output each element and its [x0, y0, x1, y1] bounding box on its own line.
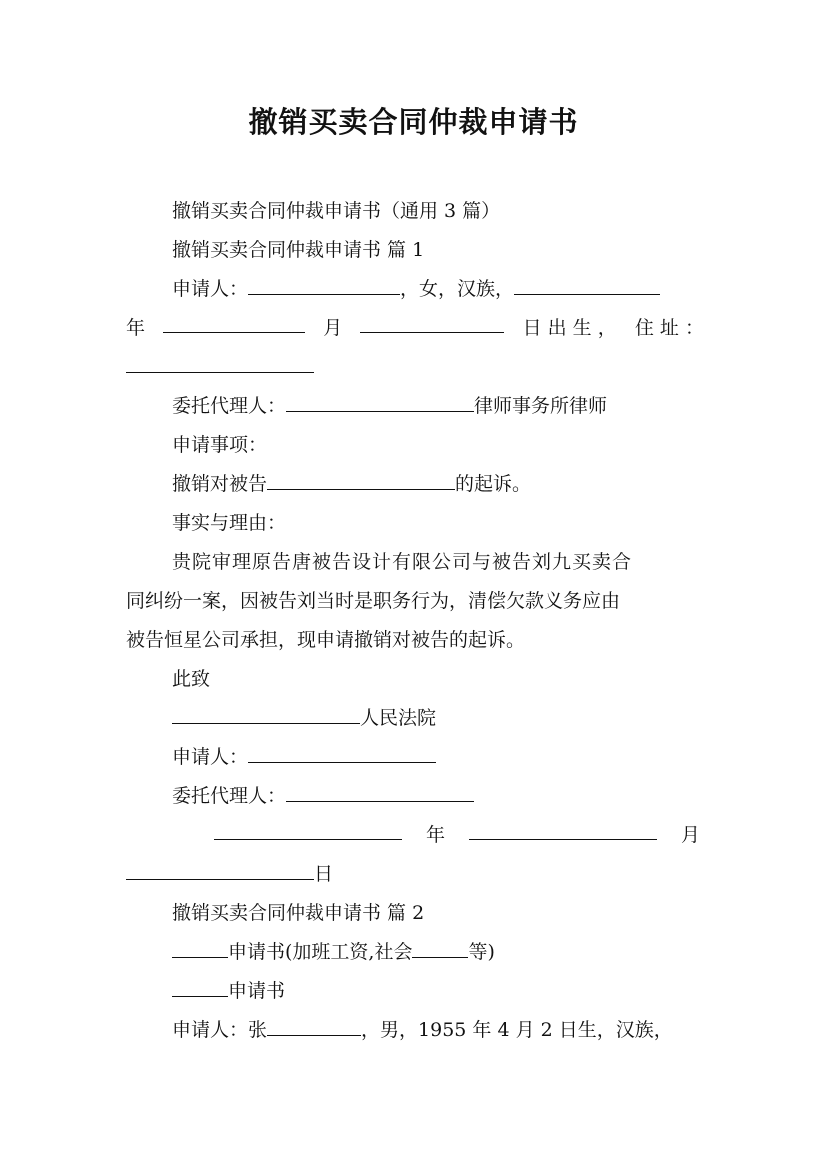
application-type-line	[172, 936, 495, 968]
applicant-details: ，男，1955 年 4 月 2 日生，汉族，	[361, 1019, 673, 1041]
blank-field	[469, 819, 657, 840]
agent-sign-label: 委托代理人：	[172, 785, 287, 807]
facts-heading: 事实与理由：	[172, 512, 287, 534]
applicant-detail-line	[172, 1014, 673, 1046]
date-month-label: 月	[680, 824, 700, 846]
body-line-2: 同纠纷一案，因被告刘当时是职务行为，清偿欠款义务应由	[126, 590, 621, 612]
blank-field	[214, 819, 402, 840]
section-heading-1: 撤销买卖合同仲裁申请书 篇 1	[172, 239, 425, 261]
withdraw-line	[172, 468, 531, 500]
blank-field	[360, 312, 504, 333]
month-label: 月	[323, 317, 343, 339]
agent-signature-line	[172, 780, 474, 812]
application-type-text: 申请书(加班工资,社会	[228, 941, 413, 963]
blank-field	[172, 976, 228, 997]
law-firm-text: 律师事务所律师	[474, 395, 608, 417]
blank-field	[126, 352, 314, 373]
section-heading-2: 撤销买卖合同仲裁申请书 篇 2	[172, 902, 425, 924]
application-title-text: 申请书	[228, 980, 286, 1002]
blank-field	[126, 859, 314, 880]
application-type-end: 等)	[468, 941, 495, 963]
applicant-name-prefix: 申请人：张	[172, 1019, 268, 1041]
blank-field	[172, 703, 360, 724]
application-title-line	[172, 975, 285, 1007]
date-year-label: 年	[425, 824, 445, 846]
body-line-3: 被告恒星公司承担，现申请撤销对被告的起诉。	[126, 629, 526, 651]
year-label: 年	[126, 317, 146, 339]
applicant-label: 申请人：	[172, 278, 249, 300]
intro-line: 撤销买卖合同仲裁申请书（通用 3 篇）	[172, 200, 501, 222]
court-line	[172, 702, 436, 734]
applicant-sign-label: 申请人：	[172, 746, 249, 768]
applicant-line	[172, 273, 660, 305]
blank-field	[172, 937, 228, 958]
date-day-label: 日	[314, 863, 334, 885]
withdraw-suffix: 的起诉。	[455, 473, 532, 495]
address-label: 住 址 ：	[634, 317, 704, 339]
applicant-gender-ethnicity: ，女，汉族，	[400, 278, 515, 300]
body-line-1: 贵院审理原告唐被告设计有限公司与被告刘九买卖合	[172, 551, 633, 573]
blank-field	[286, 781, 474, 802]
agent-line	[172, 390, 607, 422]
applicant-signature-line	[172, 741, 436, 773]
address-blank-line	[126, 351, 314, 383]
court-text: 人民法院	[360, 707, 437, 729]
blank-field	[248, 742, 436, 763]
birth-address-line	[126, 312, 704, 344]
birth-label: 日 出 生 ，	[522, 317, 617, 339]
blank-field	[412, 937, 468, 958]
withdraw-prefix: 撤销对被告	[172, 473, 268, 495]
blank-field	[267, 469, 455, 490]
blank-field	[286, 391, 474, 412]
date-day-line	[126, 858, 333, 890]
salutation: 此致	[172, 668, 211, 690]
blank-field	[514, 274, 660, 295]
matters-heading: 申请事项：	[172, 434, 268, 456]
blank-field	[163, 312, 305, 333]
blank-field	[267, 1015, 361, 1036]
blank-field	[248, 274, 400, 295]
agent-label: 委托代理人：	[172, 395, 287, 417]
document-title: 撤销买卖合同仲裁申请书	[248, 105, 579, 139]
date-line	[214, 819, 700, 851]
